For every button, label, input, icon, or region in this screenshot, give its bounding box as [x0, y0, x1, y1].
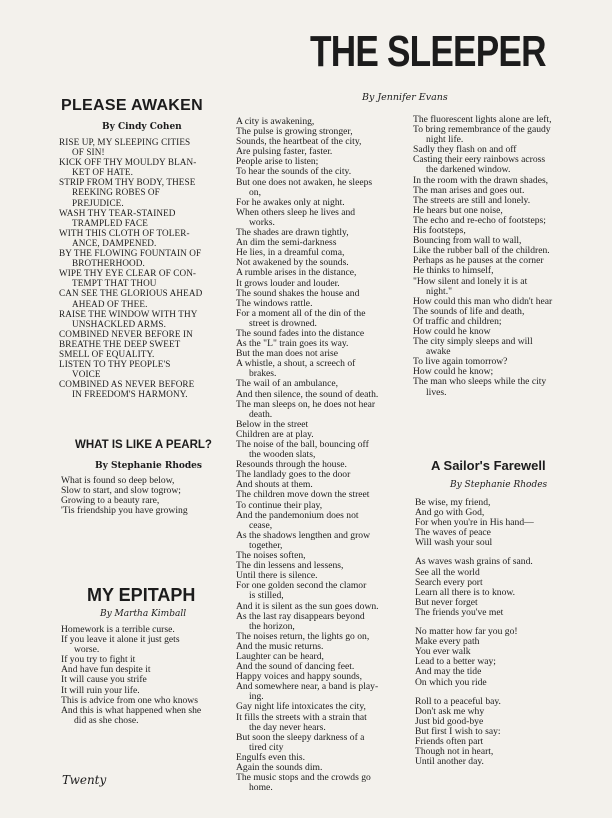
poem-line: Again the sounds dim.: [236, 762, 323, 773]
poem-line: For a moment all of the din of the: [236, 307, 366, 319]
sailor-byline: By Stephanie Rhodes: [450, 480, 548, 490]
sleeper-byline: By Jennifer Evans: [362, 92, 448, 103]
poem-line: And it is silent as the sun goes down.: [236, 600, 379, 612]
poem-line: AHEAD OF THEE.: [72, 298, 148, 309]
poem-line: BREATHE THE DEEP SWEET: [59, 338, 181, 349]
poem-line: For he awakes only at night.: [236, 196, 345, 208]
poem-line: BROTHERHOOD.: [72, 258, 145, 269]
poem-line: The friends you've met: [415, 606, 504, 618]
poem-line: Happy voices and happy sounds,: [236, 671, 363, 683]
poem-line: Growing to a beauty rare,: [61, 495, 160, 507]
poem-line: Be wise, my friend,: [415, 497, 491, 508]
poem-line: The pulse is growing stronger,: [236, 126, 353, 138]
poem-line: Below in the street: [236, 418, 309, 430]
poem-line: But one does not awaken, he sleeps: [236, 176, 373, 188]
poem-line: He thinks to himself,: [413, 265, 494, 277]
poem-line: It will cause you strife: [61, 674, 147, 686]
poem-line: And may the tide: [415, 666, 482, 678]
poem-line: Like the rubber ball of the children.: [413, 245, 550, 257]
epitaph-title: MY EPITAPH: [87, 585, 196, 605]
poem-line: Laughter can be heard,: [236, 650, 324, 662]
poem-line: Until there is silence.: [236, 570, 318, 582]
poem-line: To bring remembrance of the gaudy: [413, 124, 551, 136]
poem-line: UNSHACKLED ARMS.: [72, 318, 166, 329]
poem-line: No matter how far you go!: [415, 626, 518, 638]
poem-line: CAN SEE THE GLORIOUS AHEAD: [59, 288, 203, 299]
poem-line: the horizon,: [249, 620, 295, 632]
poem-line: Learn all there is to know.: [415, 586, 516, 598]
poem-line: OF SIN!: [72, 147, 105, 158]
poem-line: Perhaps as he pauses at the corner: [413, 255, 544, 267]
poem-line: He lies, in a dreamful coma,: [236, 247, 345, 259]
poem-line: 'Tis friendship you have growing: [61, 505, 188, 517]
poem-line: on,: [249, 186, 261, 198]
poem-line: And go with God,: [415, 507, 485, 519]
poem-line: How could he know: [413, 325, 491, 337]
poem-line: Just bid good-bye: [415, 715, 484, 727]
poem-line: Roll to a peaceful bay.: [415, 695, 501, 707]
please-awaken-byline: By Cindy Cohen: [102, 122, 182, 132]
poem-line: If you try to fight it: [61, 654, 136, 666]
poem-line: COMBINED NEVER BEFORE IN: [59, 328, 193, 339]
poem-line: the wooden slats,: [249, 449, 316, 461]
poem-line: Until another day.: [415, 756, 484, 768]
poem-line: tired city: [249, 741, 284, 753]
please-awaken-title: PLEASE AWAKEN: [61, 97, 203, 114]
poem-line: As the last ray disappears beyond: [236, 610, 365, 622]
poem-line: Bouncing from wall to wall,: [413, 235, 522, 247]
poem-line: PREJUDICE.: [72, 197, 124, 208]
poem-line: Make every path: [415, 636, 480, 648]
poem-line: The landlady goes to the door: [236, 469, 351, 481]
poem-line: The music stops and the crowds go: [236, 772, 371, 784]
poem-line: When others sleep he lives and: [236, 206, 356, 218]
poem-line: This is advice from one who knows: [61, 694, 198, 706]
poem-line: Engulfs even this.: [236, 751, 306, 763]
poem-line: works.: [249, 216, 275, 228]
poem-line: The noises soften,: [236, 550, 306, 562]
poem-line: And this is what happened when she: [61, 704, 202, 716]
poem-line: cease,: [249, 519, 273, 531]
poem-line: LISTEN TO THY PEOPLE'S: [59, 359, 171, 370]
sleeper-poem-part-2: [413, 115, 552, 398]
pearl-poem: [61, 476, 188, 516]
poem-line: Slow to start, and slow togrow;: [61, 485, 181, 497]
poem-line: It will ruin your life.: [61, 684, 140, 696]
poem-line: Sounds, the heartbeat of the city,: [236, 136, 362, 148]
poem-line: But first I wish to say:: [415, 725, 501, 737]
poem-line: But never forget: [415, 596, 478, 608]
poem-line: COMBINED AS NEVER BEFORE: [59, 379, 195, 390]
poem-line: But the man does not arise: [236, 348, 339, 360]
poem-line: The shades are drawn tightly,: [236, 227, 349, 239]
poem-line: The sound shakes the house and: [236, 287, 360, 299]
poem-line: The waves of peace: [415, 527, 491, 539]
poem-line: You ever walk: [415, 646, 471, 658]
poem-line: The sound fades into the distance: [236, 327, 365, 339]
poem-line: The streets are still and lonely.: [413, 194, 531, 206]
poem-line: RISE UP, MY SLEEPING CITIES: [59, 137, 191, 147]
poem-line: For when you're in His hand—: [415, 517, 534, 529]
poem-line: worse.: [74, 644, 100, 656]
poem-line: Are pulsing faster, faster.: [236, 146, 333, 158]
poem-line: His footsteps,: [413, 225, 466, 237]
page-number: Twenty: [62, 773, 107, 787]
epitaph-byline: By Martha Kimball: [100, 609, 187, 619]
pearl-byline: By Stephanie Rhodes: [95, 461, 202, 471]
poem-line: A rumble arises in the distance,: [236, 267, 357, 279]
poem-line: Children are at play.: [236, 428, 314, 440]
poem-line: Homework is a terrible curse.: [61, 624, 175, 635]
poem-line: death.: [249, 408, 273, 420]
poem-line: The children move down the street: [236, 489, 370, 501]
poem-line: KICK OFF THY MOULDY BLAN-: [59, 157, 197, 168]
poem-line: As waves wash grains of sand.: [415, 556, 533, 568]
poem-line: Of traffic and children;: [413, 315, 502, 327]
poem-line: Gay night life intoxicates the city,: [236, 701, 366, 713]
poem-line: ANCE, DAMPENED.: [72, 237, 157, 248]
poem-line: For one golden second the clamor: [236, 580, 367, 592]
poem-line: WASH THY TEAR-STAINED: [59, 207, 176, 218]
poem-line: To live again tomorrow?: [413, 356, 508, 368]
poem-line: home.: [249, 782, 273, 794]
poem-line: The city simply sleeps and will: [413, 336, 533, 348]
poem-line: Search every port: [415, 576, 483, 588]
poem-line: Friends often part: [415, 735, 484, 747]
poem-line: As the shadows lengthen and grow: [236, 529, 371, 541]
poem-line: WITH THIS CLOTH OF TOLER-: [59, 227, 190, 238]
poem-line: Not awakened by the sounds.: [236, 257, 349, 269]
poem-line: The man who sleeps while the city: [413, 376, 547, 388]
poem-line: Casting their eery rainbows across: [413, 154, 546, 166]
epitaph-poem: [61, 625, 201, 726]
poem-line: See all the world: [415, 566, 480, 578]
poem-line: SMELL OF EQUALITY.: [59, 348, 155, 359]
poem-line: It fills the streets with a strain that: [236, 711, 367, 723]
poem-line: TRAMPLED FACE: [72, 217, 148, 228]
poem-line: A city is awakening,: [236, 116, 315, 127]
poem-line: But soon the sleepy darkness of a: [236, 731, 365, 743]
poem-line: As the "L" train goes its way.: [236, 338, 349, 350]
poem-line: lives.: [426, 386, 447, 398]
poem-line: And the pandemonium does not: [236, 509, 359, 521]
please-awaken-poem: [59, 137, 202, 399]
poem-line: An dim the semi-darkness: [236, 237, 337, 249]
poem-line: And somewhere near, a band is play-: [236, 681, 379, 693]
poem-line: The windows rattle.: [236, 297, 313, 309]
poem-line: And shouts at them.: [236, 479, 313, 491]
poem-line: And have fun despite it: [61, 664, 151, 676]
poem-line: WIPE THY EYE CLEAR OF CON-: [59, 268, 197, 279]
poem-line: And the music returns.: [236, 640, 324, 652]
poem-line: brakes.: [249, 368, 277, 380]
poem-line: People arise to listen;: [236, 156, 319, 168]
poem-line: BY THE FLOWING FOUNTAIN OF: [59, 248, 202, 259]
poem-line: In the room with the drawn shades,: [413, 174, 549, 186]
poem-line: What is found so deep below,: [61, 475, 175, 486]
poem-line: night life.: [426, 134, 464, 146]
poem-line: The noise of the ball, bouncing off: [236, 439, 369, 450]
poem-line: The wail of an ambulance,: [236, 378, 339, 390]
poem-line: To continue their play,: [236, 499, 323, 511]
poem-line: ing.: [249, 691, 264, 703]
poem-line: On which you ride: [415, 676, 487, 688]
page-title: THE SLEEPER: [310, 27, 546, 76]
poem-line: The din lessens and lessens,: [236, 560, 344, 572]
poem-line: The sounds of life and death,: [413, 305, 525, 317]
poem-line: TEMPT THAT THOU: [72, 278, 157, 289]
poem-line: RAISE THE WINDOW WITH THY: [59, 308, 198, 319]
poem-line: Sadly they flash on and off: [413, 144, 517, 156]
poem-line: Resounds through the house.: [236, 459, 347, 471]
poem-line: IN FREEDOM'S HARMONY.: [72, 389, 188, 400]
poem-line: the day never hears.: [249, 721, 326, 733]
poem-line: And the sound of dancing feet.: [236, 661, 355, 673]
poem-line: He hears but one noise,: [413, 204, 503, 216]
poem-line: How could this man who didn't hear: [413, 295, 553, 307]
poem-line: Will wash your soul: [415, 537, 493, 549]
poem-line: To hear the sounds of the city.: [236, 166, 352, 178]
poem-line: It grows louder and louder.: [236, 277, 340, 289]
poem-line: REEKING ROBES OF: [72, 187, 160, 198]
poem-line: And then silence, the sound of death.: [236, 388, 379, 400]
poem-line: A whistle, a shout, a screech of: [236, 358, 356, 370]
poem-line: is stilled,: [249, 590, 284, 602]
poem-line: If you leave it alone it just gets: [61, 634, 180, 646]
poem-line: night.": [426, 285, 453, 297]
poem-line: the darkened window.: [426, 164, 511, 176]
poem-line: The fluorescent lights alone are left,: [413, 114, 552, 125]
poem-line: "How silent and lonely it is at: [413, 275, 528, 287]
poem-line: STRIP FROM THY BODY, THESE: [59, 177, 196, 188]
poem-line: The echo and re-echo of footsteps;: [413, 214, 546, 226]
poem-line: VOICE: [72, 369, 101, 380]
poem-line: together,: [249, 539, 283, 551]
poem-line: The noises return, the lights go on,: [236, 630, 370, 642]
sleeper-poem-part-1: [236, 117, 379, 793]
poem-line: Though not in heart,: [415, 746, 494, 758]
poem-line: KET OF HATE.: [72, 167, 134, 178]
poem-line: How could he know;: [413, 366, 494, 378]
poem-line: Don't ask me why: [415, 705, 485, 717]
poem-line: Lead to a better way;: [415, 656, 496, 668]
poem-line: The man sleeps on, he does not hear: [236, 398, 376, 410]
sailor-poem: [415, 498, 534, 767]
poem-line: did as she chose.: [74, 714, 139, 726]
sailor-title: A Sailor's Farewell: [431, 458, 546, 473]
pearl-title: WHAT IS LIKE A PEARL?: [75, 439, 212, 451]
poem-line: The man arises and goes out.: [413, 184, 525, 196]
poem-line: awake: [426, 346, 451, 358]
poem-line: street is drowned.: [249, 317, 317, 329]
